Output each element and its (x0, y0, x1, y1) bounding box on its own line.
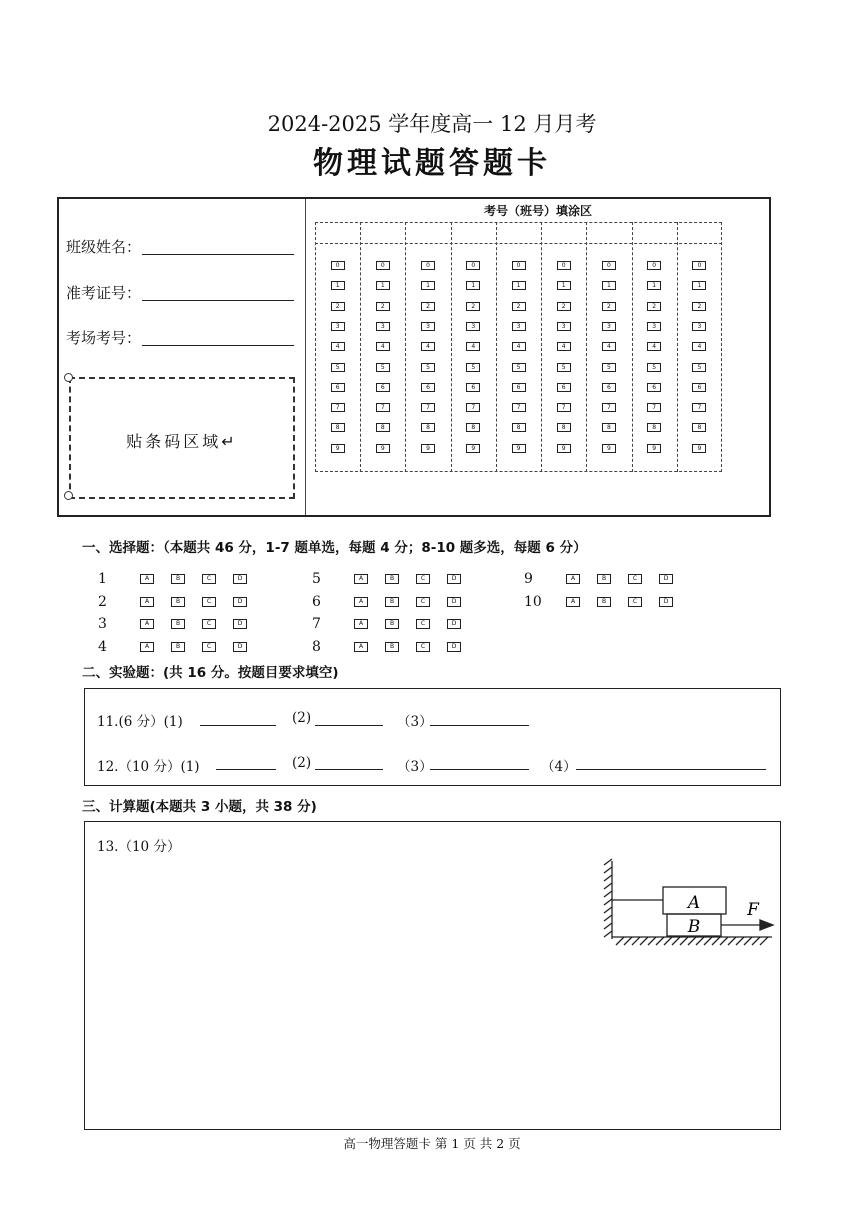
id-digit-bubble[interactable]: 3 (512, 322, 526, 331)
id-digit-bubble[interactable]: 4 (421, 342, 435, 351)
room-label: 考场考号： (66, 329, 142, 347)
id-digit-bubble[interactable]: 8 (466, 423, 480, 432)
choice-bubble[interactable]: D (233, 597, 247, 607)
question-number: 6 (312, 594, 321, 610)
choice-bubble[interactable]: B (171, 642, 185, 652)
id-digit-bubble[interactable]: 9 (512, 444, 526, 453)
id-zone-column-divider (632, 222, 633, 472)
id-digit-bubble[interactable]: 6 (512, 383, 526, 392)
section2-title: 二、实验题：(共 16 分。按题目要求填空) (82, 665, 339, 681)
q12-blank-4[interactable] (576, 769, 766, 770)
force-label: F (747, 900, 759, 920)
id-digit-bubble[interactable]: 1 (331, 281, 345, 290)
choice-bubble[interactable]: B (597, 597, 611, 607)
choice-bubble[interactable]: A (354, 574, 368, 584)
id-digit-bubble[interactable]: 4 (602, 342, 616, 351)
q12-blank-3[interactable] (430, 769, 529, 770)
id-digit-bubble[interactable]: 6 (647, 383, 661, 392)
choice-bubble[interactable]: C (202, 642, 216, 652)
question-number: 2 (98, 594, 107, 610)
q11-part3-label: （3） (397, 714, 433, 730)
id-digit-bubble[interactable]: 7 (331, 403, 345, 412)
id-digit-bubble[interactable]: 9 (466, 444, 480, 453)
id-digit-bubble[interactable]: 5 (602, 363, 616, 372)
id-digit-bubble[interactable]: 8 (376, 423, 390, 432)
id-digit-bubble[interactable]: 3 (557, 322, 571, 331)
id-digit-bubble[interactable]: 3 (421, 322, 435, 331)
id-digit-bubble[interactable]: 4 (331, 342, 345, 351)
choice-bubble[interactable]: C (202, 574, 216, 584)
choice-bubble[interactable]: A (140, 619, 154, 629)
id-digit-bubble[interactable]: 2 (557, 302, 571, 311)
question-number: 7 (312, 616, 321, 632)
id-digit-bubble[interactable]: 7 (647, 403, 661, 412)
id-digit-bubble[interactable]: 2 (692, 302, 706, 311)
id-digit-bubble[interactable]: 4 (647, 342, 661, 351)
choice-bubble[interactable]: D (447, 619, 461, 629)
id-digit-bubble[interactable]: 8 (421, 423, 435, 432)
id-digit-bubble[interactable]: 0 (557, 261, 571, 270)
choice-bubble[interactable]: D (659, 574, 673, 584)
id-digit-bubble[interactable]: 4 (557, 342, 571, 351)
id-zone-column-divider (586, 222, 587, 472)
id-zone-title: 考号（班号）填涂区 (483, 204, 592, 218)
id-digit-bubble[interactable]: 1 (376, 281, 390, 290)
id-digit-bubble[interactable]: 9 (421, 444, 435, 453)
page-title: 物理试题答题卡 (313, 146, 551, 181)
id-digit-bubble[interactable]: 1 (692, 281, 706, 290)
id-digit-bubble[interactable]: 3 (331, 322, 345, 331)
q11-label: 11.(6 分）(1) (97, 714, 183, 730)
id-zone-header-line (315, 243, 722, 244)
class-name-field[interactable] (66, 236, 142, 257)
id-digit-bubble[interactable]: 1 (466, 281, 480, 290)
id-digit-bubble[interactable]: 9 (692, 444, 706, 453)
class-name-label: 班级姓名： (66, 238, 142, 256)
id-digit-bubble[interactable]: 4 (466, 342, 480, 351)
choice-bubble[interactable]: A (140, 574, 154, 584)
room-field[interactable] (66, 327, 142, 348)
id-digit-bubble[interactable]: 7 (376, 403, 390, 412)
id-digit-bubble[interactable]: 8 (647, 423, 661, 432)
id-digit-bubble[interactable]: 5 (421, 363, 435, 372)
choice-bubble[interactable]: B (597, 574, 611, 584)
id-digit-bubble[interactable]: 2 (647, 302, 661, 311)
id-digit-bubble[interactable]: 0 (692, 261, 706, 270)
choice-bubble[interactable]: A (354, 619, 368, 629)
room-line[interactable] (142, 345, 294, 346)
id-zone-column-divider (451, 222, 452, 472)
question-number: 10 (524, 594, 542, 610)
id-digit-bubble[interactable]: 1 (421, 281, 435, 290)
id-digit-bubble[interactable]: 1 (602, 281, 616, 290)
corner-dot-bottom (64, 491, 73, 500)
id-digit-bubble[interactable]: 5 (692, 363, 706, 372)
choice-bubble[interactable]: A (140, 597, 154, 607)
force-arrowhead (760, 920, 773, 930)
choice-bubble[interactable]: A (140, 642, 154, 652)
ground-hatch (616, 937, 768, 945)
question-number: 5 (312, 571, 321, 587)
choice-bubble[interactable]: C (416, 642, 430, 652)
id-zone-column-divider (677, 222, 678, 472)
id-digit-bubble[interactable]: 6 (602, 383, 616, 392)
id-digit-bubble[interactable]: 2 (376, 302, 390, 311)
choice-bubble[interactable]: C (202, 619, 216, 629)
id-digit-bubble[interactable]: 2 (466, 302, 480, 311)
choice-bubble[interactable]: D (233, 574, 247, 584)
choice-bubble[interactable]: B (385, 597, 399, 607)
question-number: 4 (98, 639, 107, 655)
exam-id-label: 准考证号： (66, 284, 142, 302)
choice-bubble[interactable]: D (233, 619, 247, 629)
id-digit-bubble[interactable]: 0 (512, 261, 526, 270)
q12-part4-label: （4） (541, 759, 577, 775)
id-digit-bubble[interactable]: 8 (557, 423, 571, 432)
block-a-label: A (687, 893, 701, 913)
choice-bubble[interactable]: D (447, 642, 461, 652)
block-b-label: B (687, 917, 701, 937)
choice-bubble[interactable]: B (385, 642, 399, 652)
id-digit-bubble[interactable]: 5 (512, 363, 526, 372)
q12-part2-label: (2) (292, 755, 312, 771)
choice-bubble[interactable]: B (171, 597, 185, 607)
q12-blank-2[interactable] (315, 769, 383, 770)
choice-bubble[interactable]: A (566, 597, 580, 607)
id-digit-bubble[interactable]: 9 (376, 444, 390, 453)
q12-label: 12.（10 分）(1) (97, 759, 200, 775)
block-force-figure (600, 855, 778, 947)
choice-bubble[interactable]: B (171, 574, 185, 584)
id-digit-bubble[interactable]: 3 (466, 322, 480, 331)
choice-bubble[interactable]: D (447, 574, 461, 584)
question-number: 9 (524, 571, 533, 587)
q11-blank-3[interactable] (430, 725, 529, 726)
page-footer: 高一物理答题卡 第 1 页 共 2 页 (343, 1136, 521, 1151)
question-number: 3 (98, 616, 107, 632)
id-digit-bubble[interactable]: 6 (376, 383, 390, 392)
id-zone-column-divider (360, 222, 361, 472)
id-digit-bubble[interactable]: 2 (331, 302, 345, 311)
id-digit-bubble[interactable]: 7 (466, 403, 480, 412)
choice-bubble[interactable]: B (385, 574, 399, 584)
choice-bubble[interactable]: A (566, 574, 580, 584)
id-digit-bubble[interactable]: 4 (512, 342, 526, 351)
id-digit-bubble[interactable]: 8 (512, 423, 526, 432)
choice-bubble[interactable]: B (171, 619, 185, 629)
id-digit-bubble[interactable]: 7 (512, 403, 526, 412)
q12-blank-1[interactable] (216, 769, 276, 770)
class-name-line[interactable] (142, 254, 294, 255)
id-digit-bubble[interactable]: 6 (331, 383, 345, 392)
question-number: 8 (312, 639, 321, 655)
id-digit-bubble[interactable]: 9 (602, 444, 616, 453)
id-digit-bubble[interactable]: 0 (602, 261, 616, 270)
corner-dot-top (64, 373, 73, 382)
id-digit-bubble[interactable]: 0 (331, 261, 345, 270)
id-digit-bubble[interactable]: 5 (466, 363, 480, 372)
q11-blank-1[interactable] (200, 725, 276, 726)
exam-id-field[interactable] (66, 282, 142, 303)
section3-title: 三、计算题(本题共 3 小题，共 38 分) (82, 799, 317, 815)
id-digit-bubble[interactable]: 1 (557, 281, 571, 290)
id-zone-column-divider (405, 222, 406, 472)
choice-bubble[interactable]: C (628, 574, 642, 584)
id-digit-bubble[interactable]: 0 (647, 261, 661, 270)
id-zone-column-divider (496, 222, 497, 472)
id-digit-bubble[interactable]: 6 (557, 383, 571, 392)
choice-bubble[interactable]: A (354, 642, 368, 652)
id-digit-bubble[interactable]: 1 (647, 281, 661, 290)
id-digit-bubble[interactable]: 5 (376, 363, 390, 372)
id-digit-bubble[interactable]: 8 (331, 423, 345, 432)
choice-bubble[interactable]: D (447, 597, 461, 607)
wall-hatch (604, 859, 612, 937)
section1-title: 一、选择题：（本题共 46 分，1-7 题单选，每题 4 分；8-10 题多选，每题 6 分） (82, 540, 587, 556)
id-digit-bubble[interactable]: 5 (647, 363, 661, 372)
id-digit-bubble[interactable]: 4 (692, 342, 706, 351)
q11-part2-label: (2) (292, 710, 312, 726)
q12-part3-label: （3） (397, 759, 433, 775)
q11-blank-2[interactable] (315, 725, 383, 726)
id-digit-bubble[interactable]: 3 (647, 322, 661, 331)
id-digit-bubble[interactable]: 0 (421, 261, 435, 270)
id-digit-bubble[interactable]: 5 (557, 363, 571, 372)
choice-bubble[interactable]: C (202, 597, 216, 607)
id-digit-bubble[interactable]: 1 (512, 281, 526, 290)
id-digit-bubble[interactable]: 7 (692, 403, 706, 412)
question-number: 1 (98, 571, 107, 587)
choice-bubble[interactable]: D (659, 597, 673, 607)
id-digit-bubble[interactable]: 0 (466, 261, 480, 270)
id-digit-bubble[interactable]: 9 (331, 444, 345, 453)
id-digit-bubble[interactable]: 4 (376, 342, 390, 351)
id-digit-bubble[interactable]: 8 (692, 423, 706, 432)
id-digit-bubble[interactable]: 2 (602, 302, 616, 311)
id-digit-bubble[interactable]: 7 (557, 403, 571, 412)
id-digit-bubble[interactable]: 7 (602, 403, 616, 412)
id-digit-bubble[interactable]: 9 (647, 444, 661, 453)
id-digit-bubble[interactable]: 3 (376, 322, 390, 331)
id-digit-bubble[interactable]: 3 (602, 322, 616, 331)
id-digit-bubble[interactable]: 6 (466, 383, 480, 392)
choice-bubble[interactable]: C (628, 597, 642, 607)
id-digit-bubble[interactable]: 3 (692, 322, 706, 331)
id-digit-bubble[interactable]: 9 (557, 444, 571, 453)
barcode-area (69, 377, 295, 499)
choice-bubble[interactable]: A (354, 597, 368, 607)
choice-bubble[interactable]: D (233, 642, 247, 652)
info-divider (305, 199, 306, 515)
id-digit-bubble[interactable]: 0 (376, 261, 390, 270)
choice-bubble[interactable]: C (416, 619, 430, 629)
id-digit-bubble[interactable]: 7 (421, 403, 435, 412)
choice-bubble[interactable]: C (416, 597, 430, 607)
id-digit-bubble[interactable]: 6 (692, 383, 706, 392)
choice-bubble[interactable]: C (416, 574, 430, 584)
id-digit-bubble[interactable]: 2 (421, 302, 435, 311)
id-digit-bubble[interactable]: 6 (421, 383, 435, 392)
q13-label: 13.（10 分） (97, 839, 181, 855)
id-digit-bubble[interactable]: 2 (512, 302, 526, 311)
id-digit-bubble[interactable]: 5 (331, 363, 345, 372)
id-zone-column-divider (541, 222, 542, 472)
exam-subtitle: 2024-2025 学年度高一 12 月月考 (267, 112, 597, 136)
id-digit-bubble[interactable]: 8 (602, 423, 616, 432)
barcode-label: 贴条码区域↵ (126, 432, 238, 451)
exam-id-line[interactable] (142, 300, 294, 301)
choice-bubble[interactable]: B (385, 619, 399, 629)
